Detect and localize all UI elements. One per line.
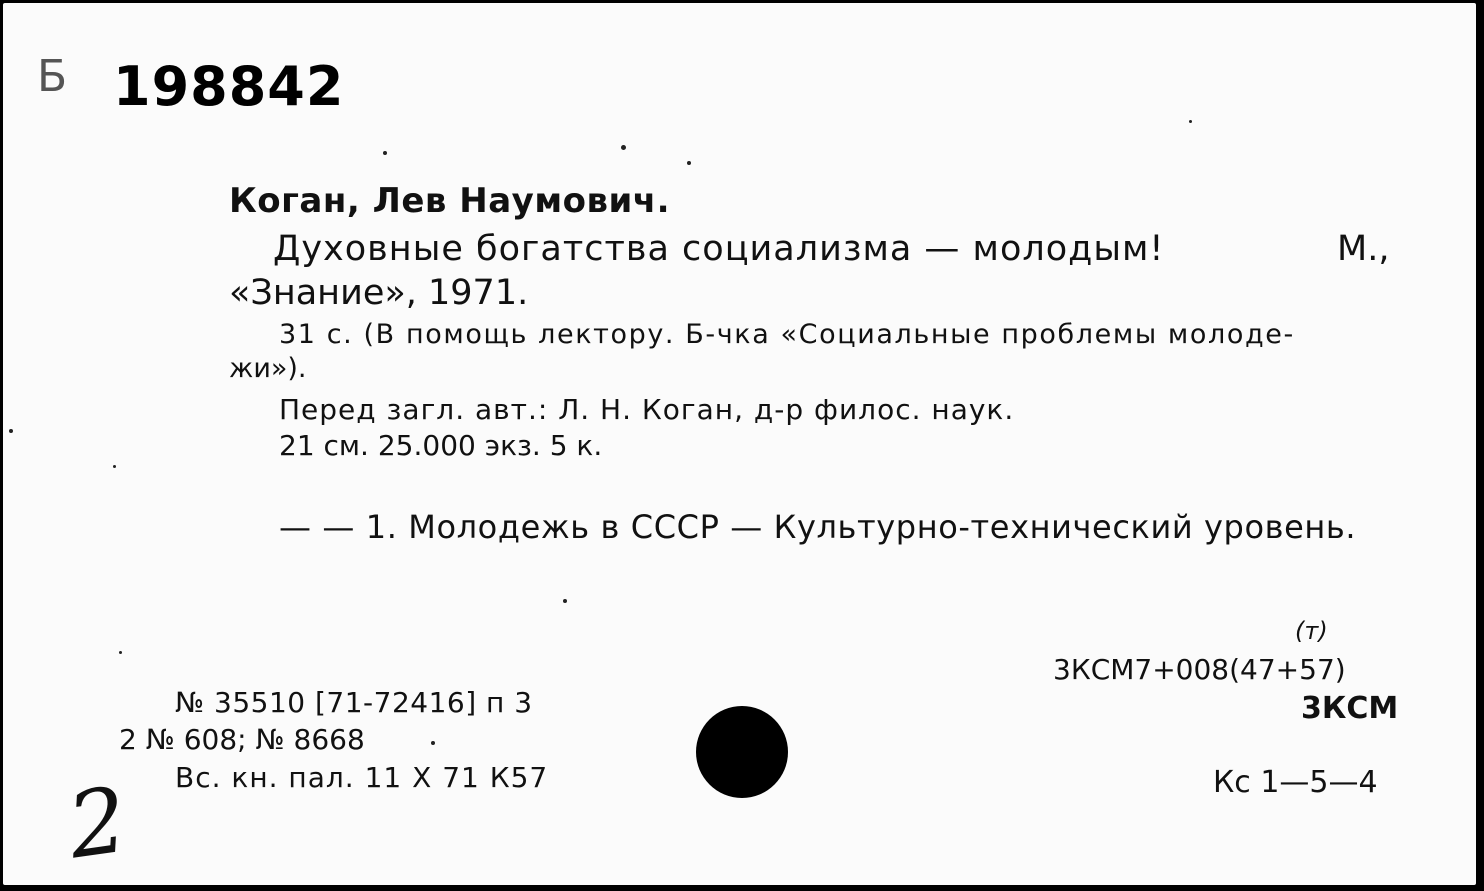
header-mark: Б [37, 51, 69, 102]
speck [9, 429, 13, 433]
speck [431, 741, 435, 745]
note-line: Перед загл. авт.: Л. Н. Коган, д-р филос. наук. [279, 393, 1015, 426]
copies-code: Кс 1—5—4 [1213, 765, 1378, 800]
author-heading: Коган, Лев Наумович. [229, 181, 671, 221]
title-line-2: «Знание», 1971. [229, 273, 529, 313]
punch-hole [696, 706, 788, 798]
speck [113, 465, 116, 468]
title-place: М., [1337, 229, 1390, 269]
subject-heading: — — 1. Молодежь в СССР — Культурно-технический уровень. [279, 508, 1357, 546]
inventory-number: 198842 [113, 55, 345, 118]
speck [563, 599, 567, 603]
speck [119, 651, 122, 654]
series-line-2: жи»). [229, 353, 307, 384]
speck [1189, 120, 1192, 123]
classification-index: 3КСМ7+008(47+57) [1053, 653, 1346, 686]
classification-short: 3КСМ [1301, 691, 1399, 726]
accession-line-3: Вс. кн. пал. 11 X 71 К57 [175, 761, 549, 794]
physical-description: 21 см. 25.000 экз. 5 к. [279, 429, 603, 462]
speck [383, 151, 387, 155]
speck [621, 145, 626, 150]
handwritten-number: 2 [61, 767, 134, 880]
handwritten-mark: (т) [1295, 617, 1328, 645]
series-line-1: 31 с. (В помощь лектору. Б-чка «Социальные проблемы молоде- [279, 319, 1295, 350]
title-line-1: Духовные богатства социализма — молодым! [273, 229, 1165, 269]
accession-line-1: № 35510 [71-72416] п 3 [175, 686, 533, 719]
accession-line-2: 2 № 608; № 8668 [119, 723, 365, 756]
speck [687, 161, 691, 165]
catalog-card [3, 3, 1476, 885]
